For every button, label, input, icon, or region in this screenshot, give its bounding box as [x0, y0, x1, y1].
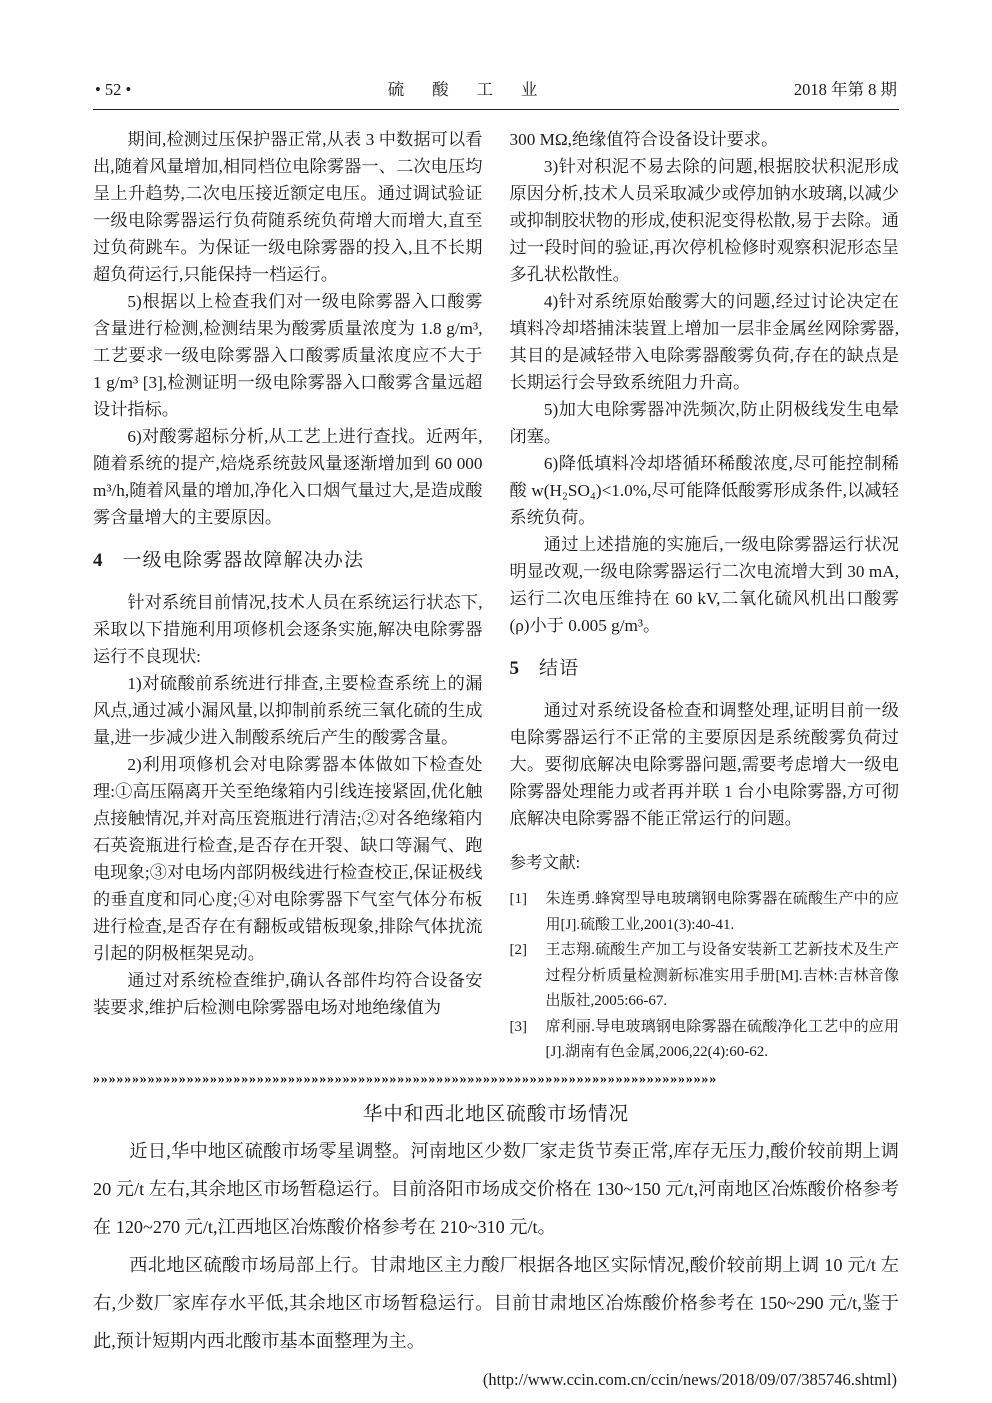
paragraph: 通过对系统设备检查和调整处理,证明目前一级电除雾器运行不正常的主要原因是系统酸雾负荷过大。要彻底解决电除雾器问题,需要考虑增大一级电除雾器处理能力或者再并联 1 台小电除雾器,方可彻底解决电除雾器不能正常运行的问题。 [509, 701, 899, 828]
news-title: 华中和西北地区硫酸市场情况 [362, 1103, 630, 1125]
section-title: 结语 [538, 658, 580, 679]
paragraph: 针对系统目前情况,技术人员在系统运行状态下,采取以下措施利用项修机会逐条实施,解决电除雾器运行不良现状: [93, 593, 483, 666]
references-label: 参考文献: [509, 853, 581, 872]
reference-marker: [3] [509, 1018, 527, 1035]
section-number: 4 [93, 550, 103, 571]
left-column [93, 126, 483, 1066]
paragraph: 6)对酸雾超标分析,从工艺上进行查找。近两年,随着系统的提产,焙烧系统鼓风量逐渐增加到 60 000 m³/h,随着风量的增加,净化入口烟气量过大,是造成酸雾含量增大的主要原因。 [93, 427, 483, 527]
news-paragraph: 西北地区硫酸市场局部上行。甘肃地区主力酸厂根据各地区实际情况,酸价较前期上调 10 元/t 左右,少数厂家库存水平低,其余地区市场暂稳运行。目前甘肃地区冶炼酸价格参考在 150~290 元/t,鉴于此,预计短期内西北酸市基本面整理为主。 [93, 1254, 899, 1351]
reference-item [510, 938, 900, 1015]
paragraph: 3)针对积泥不易去除的问题,根据胶状积泥形成原因分析,技术人员采取减少或停加钠水玻璃,以减少或抑制胶状物的形成,使积泥变得松散,易于去除。通过一段时间的验证,再次停机检修时观察积泥形态呈多孔状松散性。 [509, 157, 899, 284]
paragraph: 通过上述措施的实施后,一级电除雾器运行状况明显改观,一级电除雾器运行二次电流增大到 30 mA,运行二次电压维持在 60 kV,二氧化硫风机出口酸雾(ρ)小于 0.005 g/m³。 [509, 535, 899, 635]
chevron-separator: »»»»»»»»»»»»»»»»»»»»»»»»»»»»»»»»»»»»»»»»»»»»»»»»»»»»»»»»»»»»»»»»»»»»»»»»»»»»»»»» [93, 1072, 717, 1087]
reference-marker: [2] [509, 942, 527, 958]
section-number: 5 [509, 658, 519, 679]
section-heading-5 [510, 655, 900, 682]
news-paragraph: 近日,华中地区硫酸市场零星调整。河南地区少数厂家走货节奏正常,库存无压力,酸价较前期上调 20 元/t 左右,其余地区市场暂稳运行。目前洛阳市场成交价格在 130~150 元/t,河南地区冶炼酸价格参考在 120~270 元/t,江西地区冶炼酸价格参考在 210~310 元/t。 [93, 1140, 899, 1237]
paragraph-continuation: 300 MΩ,绝缘值符合设备设计要求。 [509, 130, 779, 149]
paragraph: 1)对硫酸前系统进行排查,主要检查系统上的漏风点,通过减小漏风量,以抑制前系统三氧化硫的生成量,进一步减少进入制酸系统后产生的酸雾含量。 [93, 674, 483, 747]
news-section [93, 1098, 899, 1390]
issue-label: 2018 年第 8 期 [793, 80, 897, 99]
news-source-url: (http://www.ccin.com.cn/ccin/news/2018/09/07/385746.shtml) [482, 1369, 897, 1389]
journal-title: 硫 酸 工 业 [387, 80, 550, 99]
right-column [510, 126, 900, 1066]
paragraph: 6)降低填料冷却塔循环稀酸浓度,尽可能控制稀酸 w(H₂SO₄)<1.0%,尽可能降低酸雾形成条件,以减轻系统负荷。 [509, 454, 899, 527]
two-column-body [93, 126, 899, 1066]
reference-item [510, 887, 900, 938]
paragraph: 5)根据以上检查我们对一级电除雾器入口酸雾含量进行检测,检测结果为酸雾质量浓度为 1.8 g/m³,工艺要求一级电除雾器入口酸雾质量浓度应不大于 1 g/m³ [3],检测证明一级电除雾器入口酸雾含量远超设计指标。 [93, 292, 483, 419]
reference-marker: [1] [509, 891, 527, 907]
paragraph: 5)加大电除雾器冲洗频次,防止阴极线发生电晕闭塞。 [509, 400, 899, 446]
reference-text: 朱连勇.蜂窝型导电玻璃钢电除雾器在硫酸生产中的应用[J].硫酸工业,2001(3):40-41. [545, 891, 899, 933]
paragraph: 4)针对系统原始酸雾大的问题,经过讨论决定在填料冷却塔捕沫装置上增加一层非金属丝网除雾器,其目的是减轻带入电除雾器酸雾负荷,存在的缺点是长期运行会导致系统阻力升高。 [509, 292, 899, 392]
page-number: • 52 • [95, 80, 132, 99]
reference-text: 席利丽.导电玻璃钢电除雾器在硫酸净化工艺中的应用[J].湖南有色金属,2006,22(4):60-62. [545, 1018, 899, 1060]
running-head [93, 76, 899, 110]
paragraph: 2)利用项修机会对电除雾器本体做如下检查处理:①高压隔离开关至绝缘箱内引线连接紧固,优化触点接触情况,并对高压瓷瓶进行清洁;②对各绝缘箱内石英瓷瓶进行检查,是否存在开裂、缺口等漏气、跑电现象;③对电场内部阴极线进行检查校正,保证极线的垂直度和同心度;④对电除雾器下气室气体分布板进行检查,是否存在有翻板或错板现象,排除气体扰流引起的阴极框架晃动。 [93, 755, 483, 963]
reference-text: 王志翔.硫酸生产加工与设备安装新工艺新技术及生产过程分析质量检测新标准实用手册[M].吉林:吉林音像出版社,2005:66-67. [545, 942, 899, 1009]
section-title: 一级电除雾器故障解决办法 [122, 550, 365, 571]
reference-item [510, 1015, 900, 1066]
section-heading-4 [93, 547, 483, 574]
paragraph: 通过对系统检查维护,确认各部件均符合设备安装要求,维护后检测电除雾器电场对地绝缘值为 [93, 971, 483, 1017]
paragraph: 期间,检测过压保护器正常,从表 3 中数据可以看出,随着风量增加,相同档位电除雾器一、二次电压均呈上升趋势,二次电压接近额定电压。通过调试验证一级电除雾器运行负荷随系统负荷增大而增大,直至过负荷跳车。为保证一级电除雾器的投入,且不长期超负荷运行,只能保持一档运行。 [93, 130, 483, 284]
